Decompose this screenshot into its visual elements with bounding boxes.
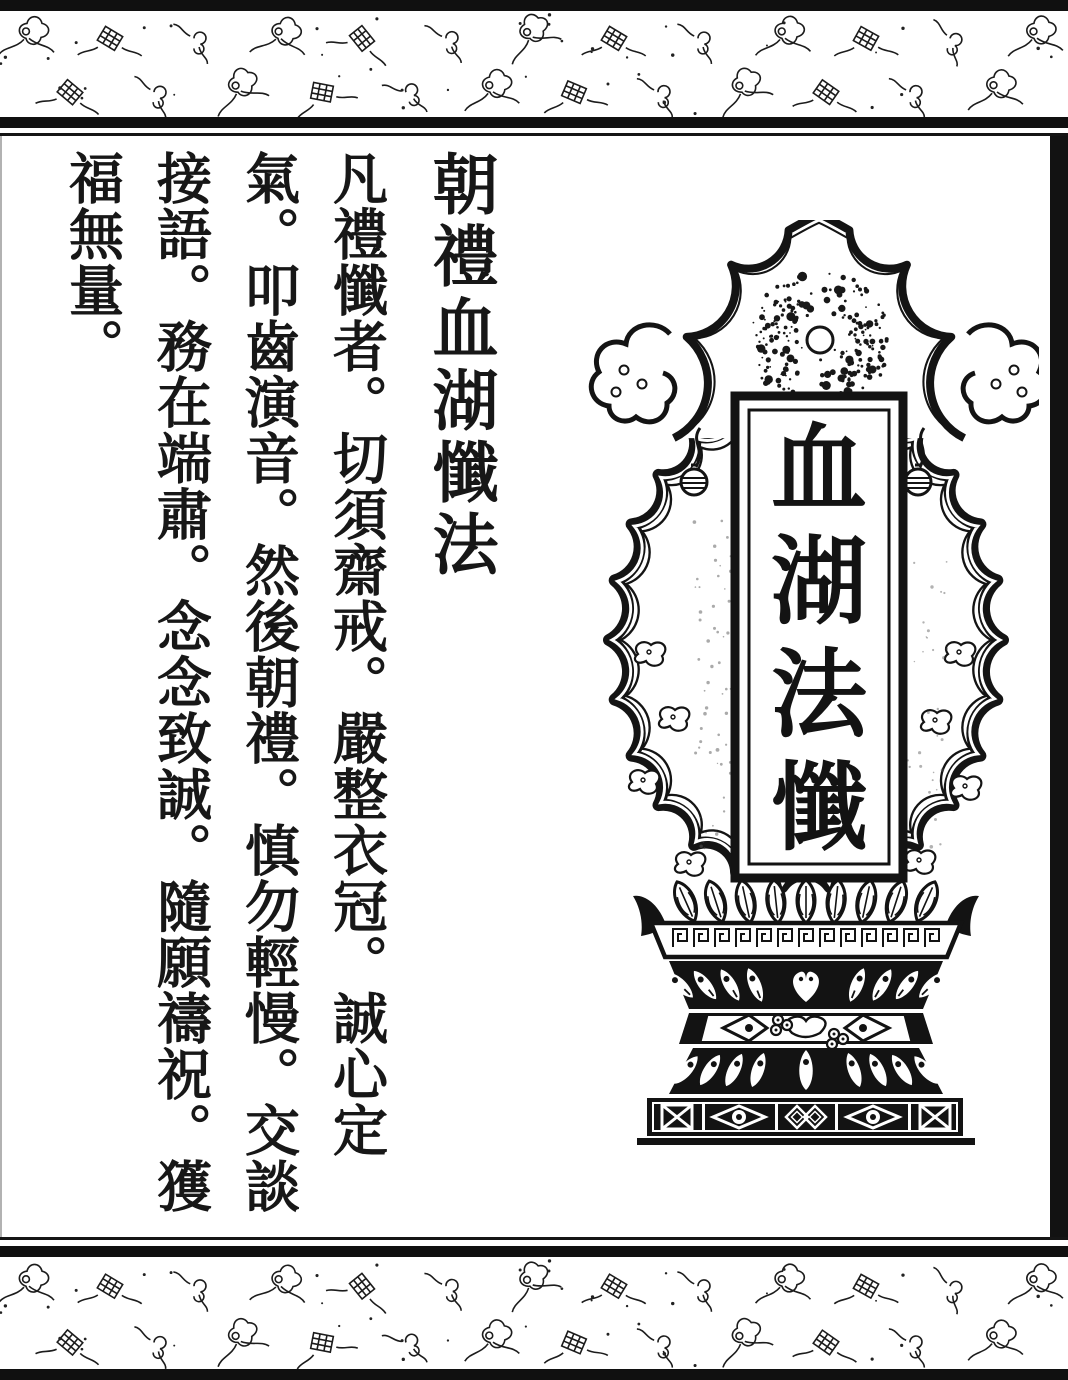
- svg-text:湖: 湖: [771, 525, 867, 638]
- top-border-band: [0, 0, 1068, 128]
- svg-text:法: 法: [771, 638, 867, 751]
- right-gutter-bar: [1050, 136, 1068, 1237]
- left-edge-line: [0, 136, 2, 1237]
- svg-text:血: 血: [771, 412, 867, 525]
- lotus-pedestal: [633, 878, 979, 1145]
- text-block: [40, 150, 510, 1242]
- tablet-title-text: [771, 412, 868, 864]
- text-column-4: 福無量。: [60, 150, 125, 374]
- svg-text:懺: 懺: [771, 751, 867, 864]
- tablet-illustration: [573, 220, 1039, 1146]
- bottom-rule: [0, 1237, 1068, 1240]
- top-rule: [0, 133, 1068, 136]
- text-column-3: 接語。務在端肅。念念致誠。隨願禱祝。獲: [148, 150, 213, 1214]
- chapter-title-column: 朝禮血湖懺法: [421, 150, 499, 582]
- text-column-1: 凡禮懺者。切須齋戒。嚴整衣冠。誠心定: [324, 150, 389, 1158]
- bottom-border-band: [0, 1246, 1068, 1380]
- text-column-2: 氣。叩齒演音。然後朝禮。慎勿輕慢。交談: [236, 150, 301, 1214]
